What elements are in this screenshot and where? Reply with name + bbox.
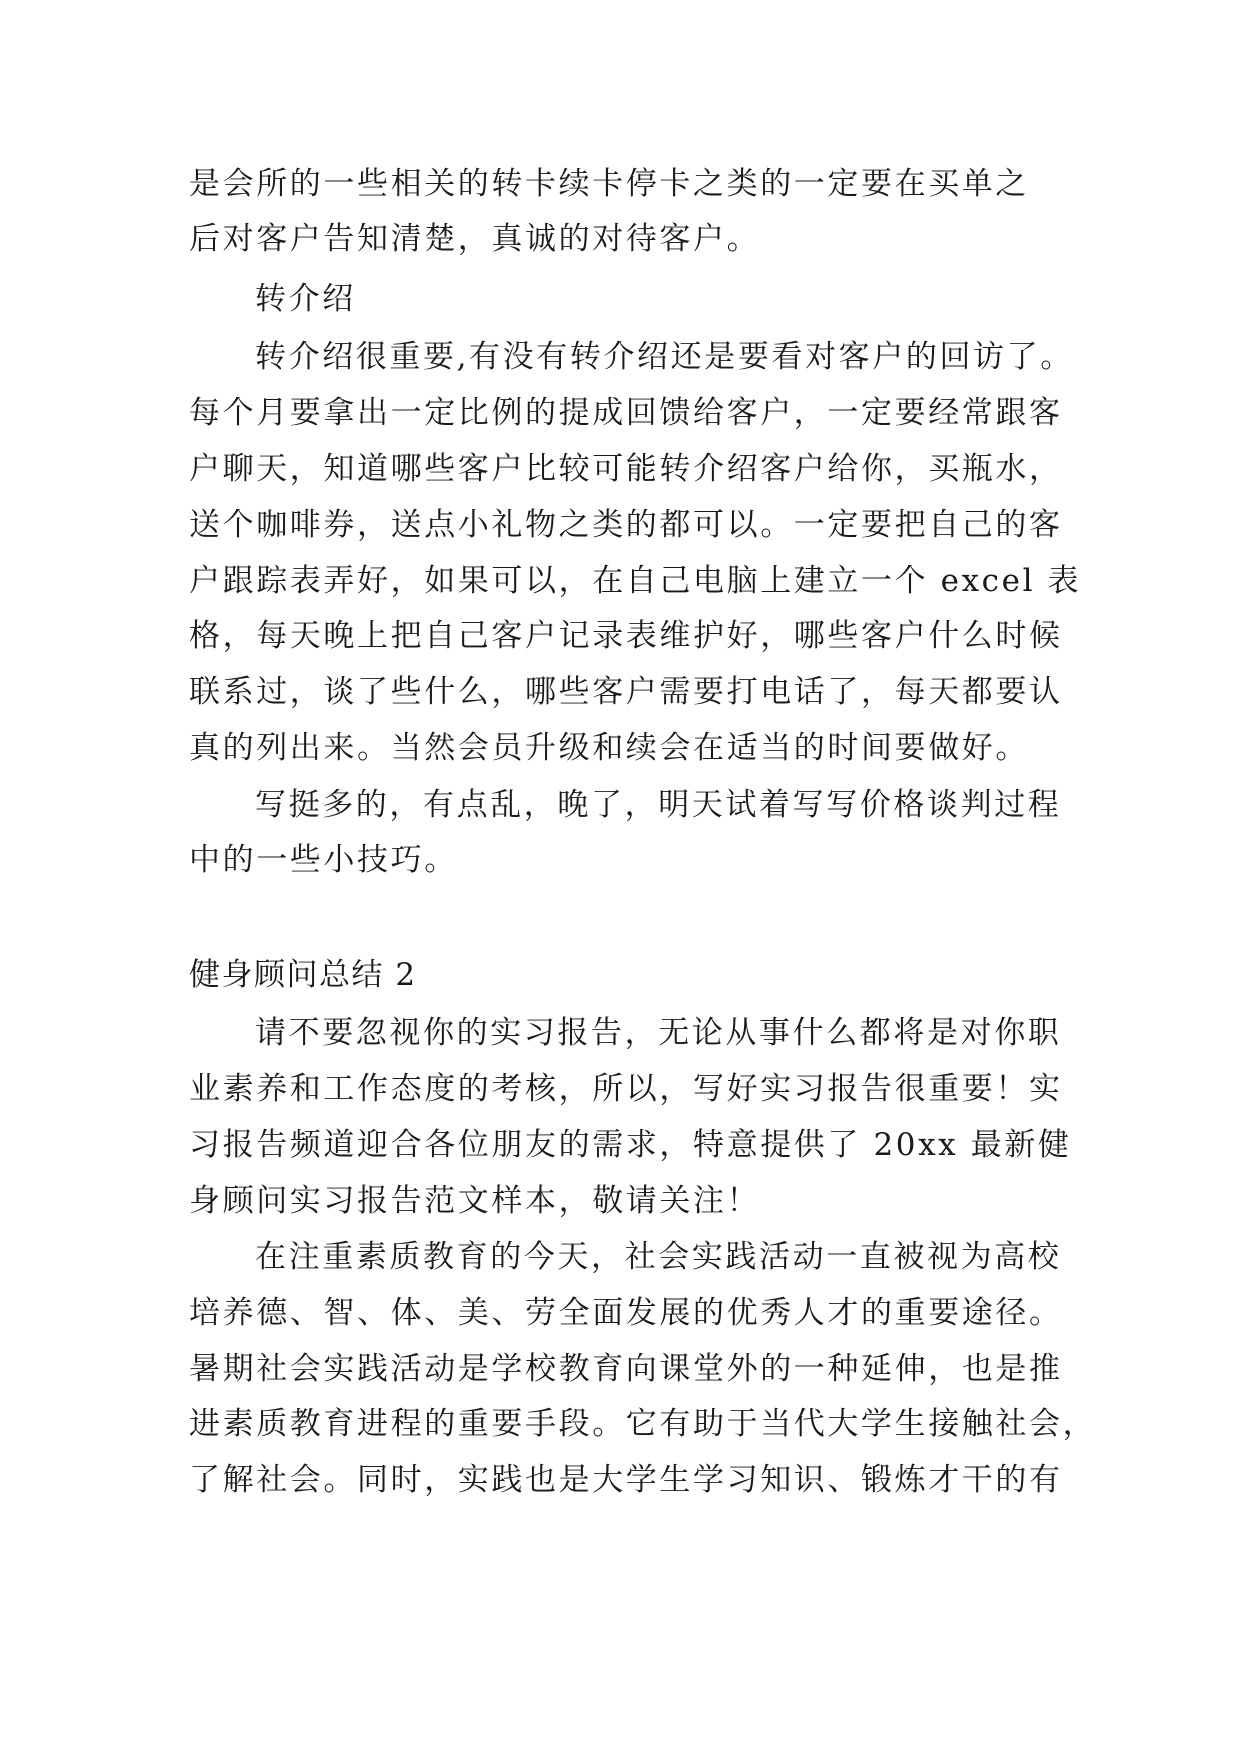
- text-line: 转介绍很重要,有没有转介绍还是要看对客户的回访了。: [255, 339, 1074, 375]
- text-line: 格，每天晚上把自己客户记录表维护好，哪些客户什么时候: [189, 618, 1063, 654]
- text-line: 习报告频道迎合各位朋友的需求，特意提供了 20xx 最新健: [189, 1127, 1072, 1163]
- text-line: 联系过，谈了些什么，哪些客户需要打电话了，每天都要认: [189, 674, 1063, 710]
- text-line: 中的一些小技巧。: [189, 842, 458, 878]
- section-heading: 健身顾问总结 2: [189, 957, 417, 993]
- text-line: 暑期社会实践活动是学校教育向课堂外的一种延伸，也是推: [189, 1351, 1063, 1387]
- text-line: 写挺多的，有点乱，晚了，明天试着写写价格谈判过程: [255, 787, 1062, 823]
- text-line: 后对客户告知清楚，真诚的对待客户。: [189, 221, 761, 257]
- text-line: 业素养和工作态度的考核，所以，写好实习报告很重要！实: [189, 1071, 1063, 1107]
- text-line: 进素质教育进程的重要手段。它有助于当代大学生接触社会，: [189, 1406, 1097, 1442]
- text-line: 身顾问实习报告范文样本，敬请关注！: [189, 1183, 761, 1219]
- text-line: 户聊天，知道哪些客户比较可能转介绍客户给你，买瓶水，: [189, 451, 1063, 487]
- text-line: 户跟踪表弄好，如果可以，在自己电脑上建立一个 excel 表: [189, 563, 1082, 599]
- text-line: 真的列出来。当然会员升级和续会在适当的时间要做好。: [189, 730, 1029, 766]
- text-line: 是会所的一些相关的转卡续卡停卡之类的一定要在买单之: [189, 166, 1029, 202]
- text-line: 送个咖啡券，送点小礼物之类的都可以。一定要把自己的客: [189, 507, 1063, 543]
- text-line: 了解社会。同时，实践也是大学生学习知识、锻炼才干的有: [189, 1462, 1063, 1498]
- text-line: 培养德、智、体、美、劳全面发展的优秀人才的重要途径。: [189, 1295, 1063, 1331]
- text-line: 请不要忽视你的实习报告，无论从事什么都将是对你职: [255, 1015, 1062, 1051]
- section-subheading: 转介绍: [255, 281, 356, 317]
- text-line: 每个月要拿出一定比例的提成回馈给客户，一定要经常跟客: [189, 395, 1063, 431]
- text-line: 在注重素质教育的今天，社会实践活动一直被视为高校: [255, 1239, 1062, 1275]
